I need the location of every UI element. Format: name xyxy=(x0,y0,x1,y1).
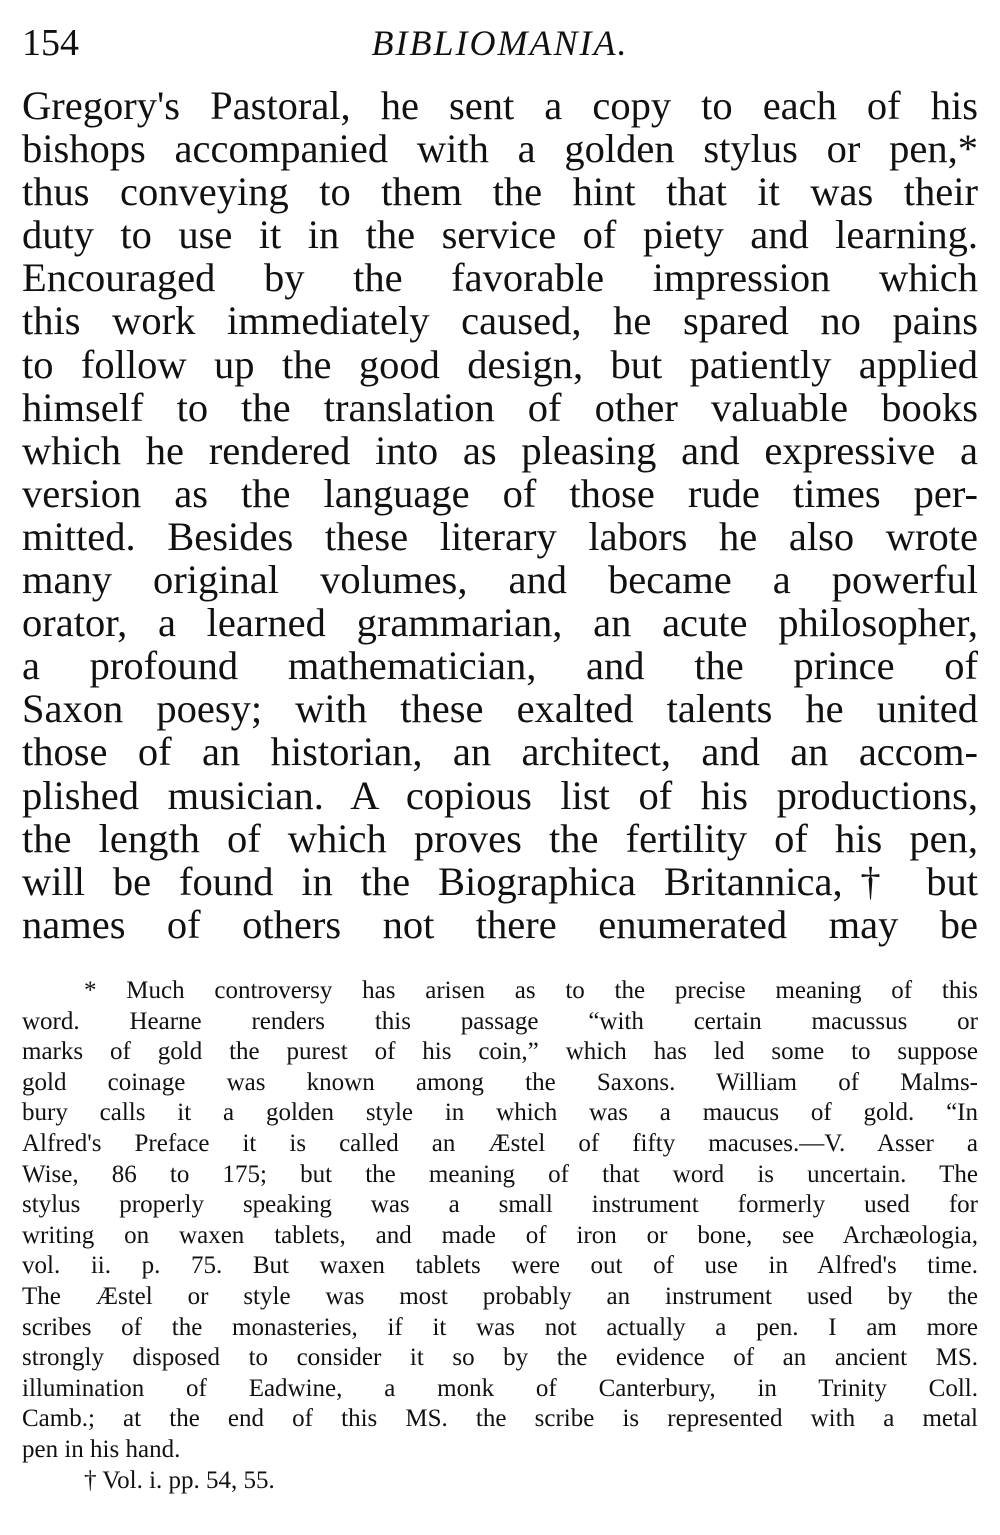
body-line: the length of which proves the fertility of his pen, xyxy=(22,815,978,861)
footnote-line: marks of gold the purest of his coin,” which has led some to suppose xyxy=(22,1038,978,1066)
page-number: 154 xyxy=(22,22,79,64)
body-line: this work immediately caused, he spared no pains xyxy=(22,298,978,344)
footnote-line: The Æstel or style was most probably an instrument used by the xyxy=(22,1282,978,1310)
footnote-line: † Vol. i. pp. 54, 55. xyxy=(84,1466,275,1494)
footnote-line: stylus properly speaking was a small instrument formerly used for xyxy=(22,1191,978,1219)
footnote-line: word. Hearne renders this passage “with certain macussus or xyxy=(22,1007,978,1035)
body-line: will be found in the Biographica Britannica,† but xyxy=(22,858,978,904)
footnote-line: Alfred's Preface it is called an Æstel of fifty macuses.—V. Asser a xyxy=(22,1129,978,1157)
body-line: to follow up the good design, but patiently applied xyxy=(22,341,978,387)
body-text xyxy=(22,84,978,946)
body-line: plished musician. A copious list of his productions, xyxy=(22,772,978,818)
footnote-line: bury calls it a golden style in which was a maucus of gold. “In xyxy=(22,1099,978,1127)
body-line: Gregory's Pastoral, he sent a copy to each of his xyxy=(22,83,978,128)
body-line: names of others not there enumerated may be xyxy=(22,901,978,947)
body-line: orator, a learned grammarian, an acute philosopher, xyxy=(22,600,978,646)
body-line: Encouraged by the favorable impression which xyxy=(22,255,978,301)
body-line: Saxon poesy; with these exalted talents he united xyxy=(22,686,978,732)
footnote-line: Wise, 86 to 175; but the meaning of that word is uncertain. The xyxy=(22,1160,978,1188)
footnote-line: Camb.; at the end of this MS. the scribe is represented with a metal xyxy=(22,1405,978,1433)
footnote-line: writing on waxen tablets, and made of iron or bone, see Archæologia, xyxy=(22,1221,978,1249)
body-line: bishops accompanied with a golden stylus or pen,* xyxy=(22,126,978,172)
body-line: version as the language of those rude times per- xyxy=(22,470,978,516)
footnote-line: strongly disposed to consider it so by the evidence of an ancient MS. xyxy=(22,1344,978,1372)
body-line: a profound mathematician, and the prince of xyxy=(22,643,978,689)
running-title: BIBLIOMANIA. xyxy=(371,23,629,63)
footnote-line: illumination of Eadwine, a monk of Canterbury, in Trinity Coll. xyxy=(22,1374,978,1402)
body-line: thus conveying to them the hint that it was their xyxy=(22,169,978,215)
body-line: himself to the translation of other valuable books xyxy=(22,384,978,430)
footnote-line: scribes of the monasteries, if it was not actually a pen. I am more xyxy=(22,1313,978,1341)
footnote-line: vol. ii. p. 75. But waxen tablets were out of use in Alfred's time. xyxy=(22,1252,978,1280)
body-line: which he rendered into as pleasing and expressive a xyxy=(22,427,978,473)
page-header xyxy=(22,18,978,68)
footnote-line: pen in his hand. xyxy=(22,1435,181,1463)
footnotes xyxy=(22,976,978,1496)
body-line: duty to use it in the service of piety and learning. xyxy=(22,212,978,258)
footnote-line: gold coinage was known among the Saxons. William of Malms- xyxy=(22,1068,978,1096)
body-line: many original volumes, and became a powerful xyxy=(22,557,978,603)
body-line: those of an historian, an architect, and an accom- xyxy=(22,729,978,775)
footnote-line: * Much controversy has arisen as to the precise meaning of this xyxy=(84,977,978,1004)
body-line: mitted. Besides these literary labors he also wrote xyxy=(22,513,978,559)
